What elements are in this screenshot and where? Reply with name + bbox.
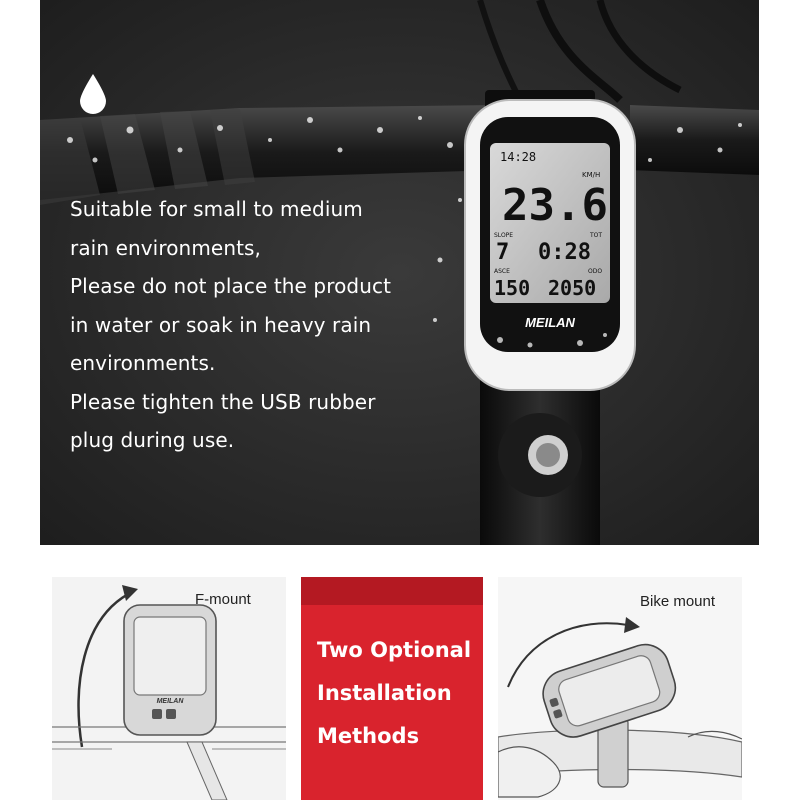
- hero-photo: [40, 0, 759, 545]
- device-odo-label: ODO: [588, 268, 603, 275]
- notice-line: environments.: [70, 351, 216, 375]
- bike-mount-panel: [498, 577, 742, 800]
- rotate-arrow-icon: [122, 585, 138, 601]
- bike-computer-device: [460, 95, 640, 395]
- f-mount-panel: [52, 577, 286, 800]
- installation-methods-title: [317, 629, 483, 758]
- notice-line: Please tighten the USB rubber: [70, 389, 376, 414]
- water-drop-icon: [78, 72, 108, 114]
- title-line: Two Optional: [317, 638, 472, 662]
- f-mount-illustration: [52, 577, 286, 800]
- rain-notice-text: [70, 190, 430, 460]
- device-slope-value: 7: [496, 240, 510, 265]
- device-unit: KM/H: [582, 171, 601, 179]
- notice-line: rain environments,: [70, 235, 262, 260]
- f-mount-label: F-mount: [195, 591, 251, 608]
- notice-line: Please do not place the product: [70, 274, 392, 298]
- device-ascend-label: ASCE: [494, 268, 510, 275]
- device-odo-value: 2050: [548, 276, 597, 300]
- device-slope-label: SLOPE: [494, 232, 514, 239]
- bike-mount-label: Bike mount: [640, 593, 716, 610]
- device-speed: 23.6: [502, 180, 608, 231]
- title-line: Methods: [317, 724, 420, 748]
- device-time: 14:28: [500, 150, 537, 164]
- notice-line: Suitable for small to medium: [70, 197, 363, 221]
- device-tot-label: TOT: [590, 232, 603, 239]
- device-time-value: 0:28: [538, 240, 591, 265]
- f-mount-brand: MEILAN: [156, 698, 184, 705]
- notice-line: plug during use.: [70, 428, 235, 452]
- panel-top-band: [301, 577, 483, 605]
- notice-line: in water or soak in heavy rain: [70, 312, 372, 337]
- bike-mount-illustration: [498, 577, 742, 800]
- rotate-arrow-icon: [624, 617, 640, 633]
- device-ascend-value: 150: [494, 276, 531, 300]
- installation-methods-panel: [301, 577, 483, 800]
- title-line: Installation: [317, 681, 452, 705]
- device-brand: MEILAN: [525, 315, 575, 330]
